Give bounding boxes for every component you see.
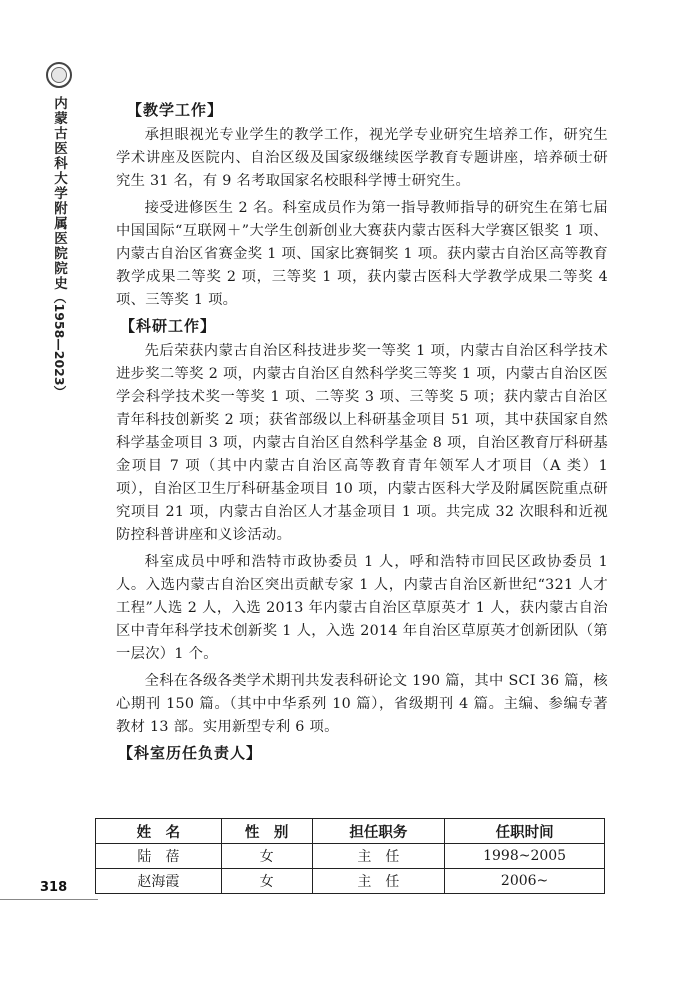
paragraph-research-2: 科室成员中呼和浩特市政协委员 1 人，呼和浩特市回民区政协委员 1 人。入选内蒙古自治区突出贡献专家 1 人，内蒙古自治区新世纪“321 人才工程”人选 2 人，入选 2013 年内蒙古自治区草原英才 1 人，获内蒙古自治区中青年科学技术创新奖 1 人，入选 2014 年自治区草原英才创新团队（第一层次）1 个。 — [116, 554, 608, 662]
paragraph-research-3: 全科在各级各类学术期刊共发表科研论文 190 篇，其中 SCI 36 篇，核心期刊 150 篇。（其中中华系列 10 篇），省级期刊 4 篇。主编、参编专著教材 13 部。实用新型专利 6 项。 — [116, 673, 608, 735]
book-title-vertical — [49, 96, 69, 398]
cell-position: 主 任 — [312, 844, 445, 869]
cell-term: 1998~2005 — [445, 844, 605, 869]
cell-name: 赵海霞 — [96, 869, 222, 894]
book-years: （1958—2023） — [52, 291, 67, 399]
page-number-rule — [0, 899, 98, 900]
paragraph-research-1: 先后荣获内蒙古自治区科技进步奖一等奖 1 项，内蒙古自治区科学技术进步奖二等奖 2 项，内蒙古自治区自然科学奖三等奖 1 项，内蒙古自治区医学会科学技术奖一等奖 1 项、二等奖 3 项、三等奖 5 项；获内蒙古自治区青年科技创新奖 2 项；获省部级以上科研基金项目 51 项，其中获国家自然科学基金项目 3 项，内蒙古自治区自然科学基金 8 项，自治区教育厅科研基金项目 7 项（其中内蒙古自治区高等教育青年领军人才项目（A 类）1 项），自治区卫生厅科研基金项目 10 项，内蒙古医科大学及附属医院重点研究项目 21 项，内蒙古自治区人才基金项目 1 项。共完成 32 次眼科和近视防控科普讲座和义诊活动。 — [116, 343, 608, 543]
page-number: 318 — [40, 880, 68, 895]
column-header-gender: 性 别 — [221, 819, 312, 844]
section-heading-teaching: 【教学工作】 — [127, 101, 224, 119]
column-header-name: 姓 名 — [96, 819, 222, 844]
cell-name: 陆 蓓 — [96, 844, 222, 869]
cell-term: 2006~ — [445, 869, 605, 894]
paragraph-teaching-2: 接受进修医生 2 名。科室成员作为第一指导教师指导的研究生在第七届中国国际“互联网＋”大学生创新创业大赛获内蒙古医科大学赛区银奖 1 项、内蒙古自治区省赛金奖 1 项、国家比赛铜奖 1 项。获内蒙古自治区高等教育教学成果二等奖 2 项，三等奖 1 项，获内蒙古医科大学教学成果二等奖 4 项、三等奖 1 项。 — [116, 200, 608, 308]
leaders-table — [95, 818, 605, 894]
side-strip — [0, 0, 95, 983]
university-logo-icon — [46, 62, 72, 88]
section-heading-research: 【科研工作】 — [120, 317, 217, 335]
table-header-row — [96, 819, 605, 844]
cell-gender: 女 — [221, 869, 312, 894]
table-row — [96, 844, 605, 869]
section-heading-leaders: 【科室历任负责人】 — [118, 744, 263, 762]
main-content — [116, 100, 608, 765]
column-header-position: 担任职务 — [312, 819, 445, 844]
table-row — [96, 869, 605, 894]
book-title: 内蒙古医科大学附属医院院史 — [51, 96, 67, 291]
cell-position: 主 任 — [312, 869, 445, 894]
column-header-term: 任职时间 — [445, 819, 605, 844]
paragraph-teaching-1: 承担眼视光专业学生的教学工作，视光学专业研究生培养工作，研究生学术讲座及医院内、自治区级及国家级继续医学教育专题讲座，培养硕士研究生 31 名，有 9 名考取国家名校眼科学博士研究生。 — [116, 127, 608, 189]
cell-gender: 女 — [221, 844, 312, 869]
